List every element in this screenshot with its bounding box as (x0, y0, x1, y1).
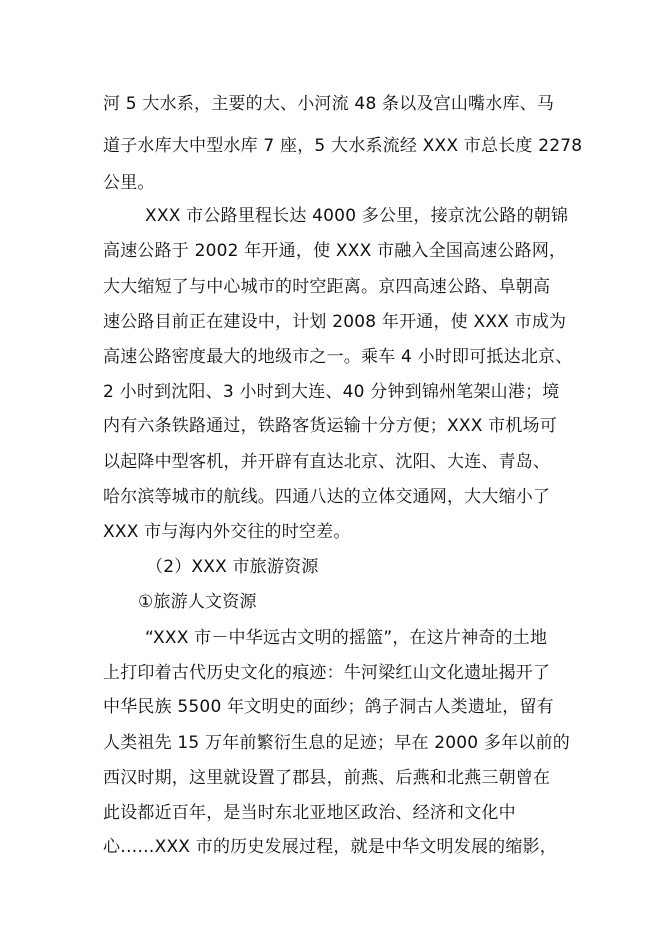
text-line: XXX 市公路里程长达 4000 多公里，接京沈公路的朝锦 (145, 206, 569, 226)
text-line: 高速公路密度最大的地级市之一。乘车 4 小时即可抵达北京、 (103, 347, 573, 367)
text-line: 中华民族 5500 年文明史的面纱；鸽子洞古人类遗址，留有 (103, 697, 554, 717)
text-line: “XXX 市－中华远古文明的摇篮”，在这片神奇的土地 (145, 628, 548, 648)
text-line: 以起降中型客机，并开辟有直达北京、沈阳、大连、青岛、 (103, 452, 551, 472)
text-line: 心……XXX 市的历史发展过程，就是中华文明发展的缩影， (103, 837, 557, 857)
text-line: 西汉时期，这里就设置了郡县，前燕、后燕和北燕三朝曾在 (103, 768, 551, 788)
text-line: 河 5 大水系，主要的大、小河流 48 条以及宫山嘴水库、马 (103, 94, 555, 114)
section-heading: （2）XXX 市旅游资源 (146, 557, 319, 577)
text-line: 2 小时到沈阳、3 小时到大连、40 分钟到锦州笔架山港；境 (103, 382, 560, 402)
text-line: 高速公路于 2002 年开通，使 XXX 市融入全国高速公路网， (103, 241, 567, 261)
text-line: 速公路目前正在建设中，计划 2008 年开通，使 XXX 市成为 (103, 312, 567, 332)
text-line: 道子水库大中型水库 7 座，5 大水系流经 XXX 市总长度 2278 (103, 136, 583, 156)
text-line: 人类祖先 15 万年前繁衍生息的足迹；早在 2000 多年以前的 (103, 733, 570, 753)
text-line: 上打印着古代历史文化的痕迹：牛河梁红山文化遗址揭开了 (103, 663, 551, 683)
text-line: 此设都近百年，是当时东北亚地区政治、经济和文化中 (103, 803, 516, 823)
subsection-heading: ①旅游人文资源 (138, 592, 257, 612)
text-line: XXX 市与海内外交往的时空差。 (103, 522, 351, 542)
text-line: 内有六条铁路通过，铁路客货运输十分方便；XXX 市机场可 (103, 416, 557, 436)
text-line: 大大缩短了与中心城市的时空距离。京四高速公路、阜朝高 (103, 277, 551, 297)
text-line: 哈尔滨等城市的航线。四通八达的立体交通网，大大缩小了 (103, 487, 551, 507)
text-line: 公里。 (103, 173, 155, 193)
